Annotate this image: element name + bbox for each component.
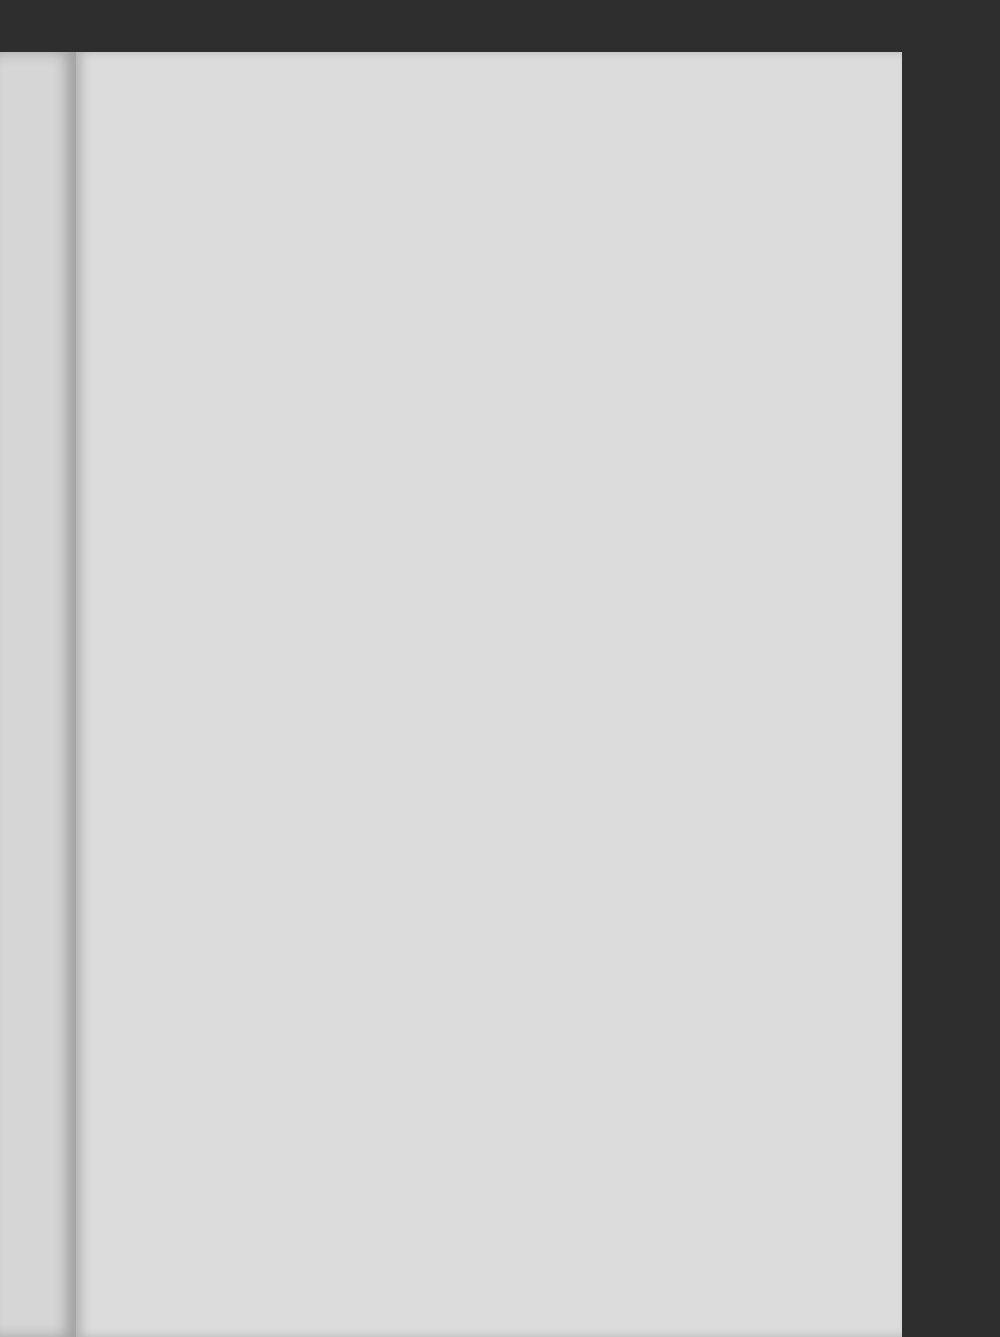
left-page-edge xyxy=(0,52,76,1337)
book-page xyxy=(76,52,902,1337)
